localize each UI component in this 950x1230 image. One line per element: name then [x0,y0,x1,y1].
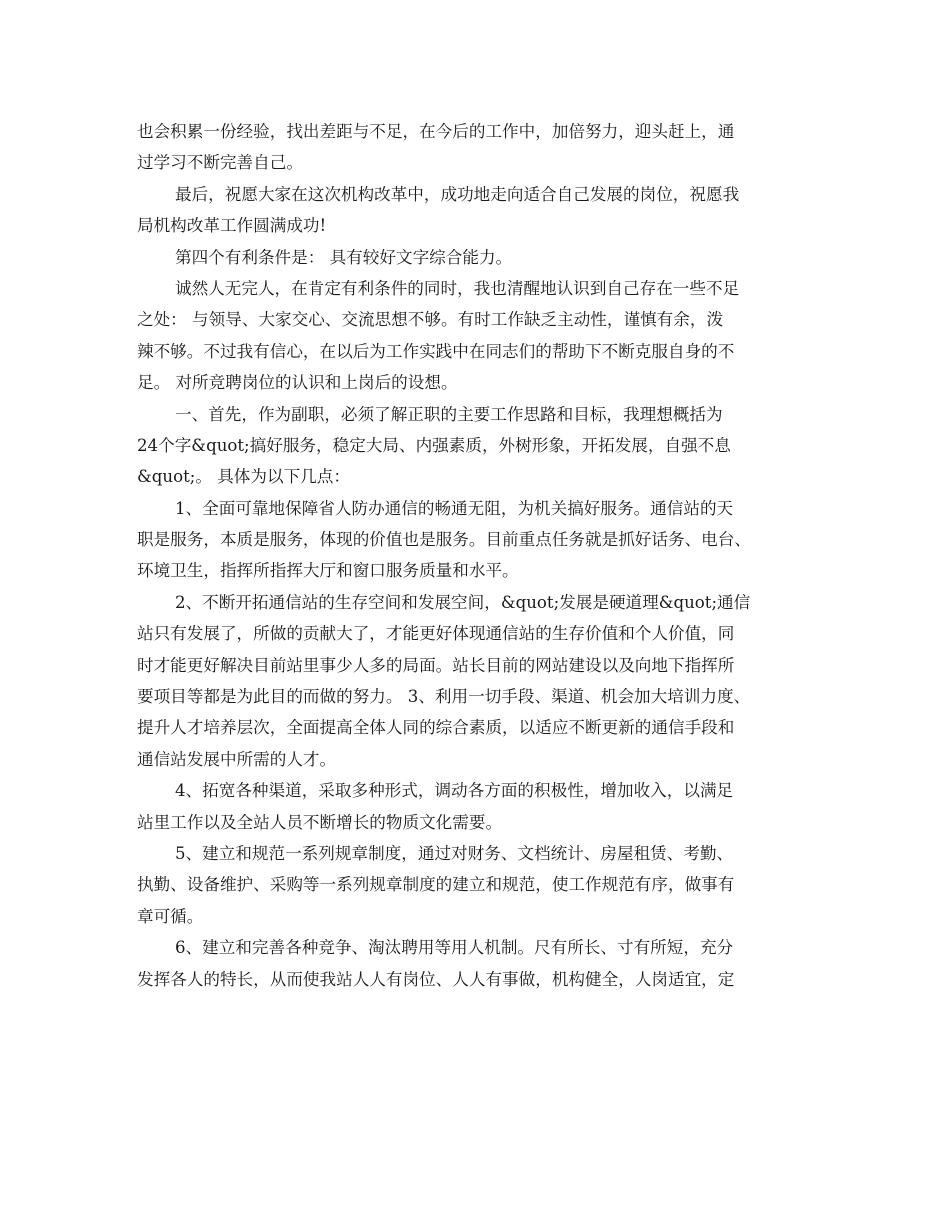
text-line: 之处： 与领导、大家交心、交流思想不够。有时工作缺乏主动性，谨慎有余，泼 [137,310,724,330]
text-line: 提升人才培养层次，全面提高全体人同的综合素质，以适应不断更新的通信手段和 [137,718,735,738]
text-line: 2、不断开拓通信站的生存空间和发展空间，&quot;发展是硬道理&quot;通信 [175,592,751,612]
text-line: 最后，祝愿大家在这次机构改革中，成功地走向适合自己发展的岗位，祝愿我 [175,184,740,204]
text-line: 职是服务，本质是服务，体现的价值也是服务。目前重点任务就是抓好话务、电台、 [137,530,751,550]
text-line: 发挥各人的特长，从而使我站人人有岗位、人人有事做，机构健全，人岗适宜，定 [137,969,735,989]
text-line: 执勤、设备维护、采购等一系列规章制度的建立和规范，使工作规范有序，做事有 [137,875,735,895]
paragraph-fourth-condition [137,242,827,273]
paragraph-item-5 [137,838,827,932]
text-line: 环境卫生，指挥所指挥大厅和窗口服务质量和水平。 [137,561,519,581]
paragraph-shortcomings [137,273,827,399]
text-line: 站里工作以及全站人员不断增长的物质文化需要。 [137,812,503,832]
text-line: 站只有发展了，所做的贡献大了，才能更好体现通信站的生存价值和个人价值，同 [137,624,735,644]
text-line: 1、全面可靠地保障省人防办通信的畅通无阻，为机关搞好服务。通信站的天 [175,498,734,518]
text-line: 要项目等都是为此目的而做的努力。 3、利用一切手段、渠道、机会加大培训力度、 [137,687,751,707]
document-body [137,116,827,995]
paragraph-item-6 [137,932,827,995]
text-line: 局机构改革工作圆满成功! [137,216,327,236]
paragraph-first-point [137,399,827,493]
paragraph-item-1 [137,493,827,587]
text-line: 4、拓宽各种渠道，采取多种形式，调动各方面的积极性，增加收入，以满足 [175,781,734,801]
paragraph-best-wishes [137,179,827,242]
text-line: 诚然人无完人，在肯定有利条件的同时，我也清醒地认识到自己存在一些不足 [175,278,740,298]
text-line: 24个字&quot;搞好服务，稳定大局、内强素质，外树形象，开拓发展，自强不息 [137,435,731,455]
text-line: &quot;。 具体为以下几点： [137,467,350,487]
text-line: 辣不够。不过我有信心，在以后为工作实践中在同志们的帮助下不断克服自身的不 [137,341,735,361]
text-line: 足。 对所竞聘岗位的认识和上岗后的设想。 [137,373,458,393]
text-line: 也会积累一份经验，找出差距与不足，在今后的工作中，加倍努力，迎头赶上，通 [137,122,735,141]
paragraph-item-4 [137,775,827,838]
paragraph-item-2 [137,587,827,775]
text-line: 通信站发展中所需的人才。 [137,749,337,769]
text-line: 6、建立和完善各种竞争、淘汰聘用等用人机制。尺有所长、寸有所短，充分 [175,938,734,958]
text-line: 第四个有利条件是： 具有较好文字综合能力。 [175,247,513,267]
text-line: 时才能更好解决目前站里事少人多的局面。站长目前的网站建设以及向地下指挥所 [137,655,735,675]
text-line: 过学习不断完善自己。 [137,153,303,173]
text-line: 5、建立和规范一系列规章制度，通过对财务、文档统计、房屋租赁、考勤、 [175,843,734,863]
text-line: 章可循。 [137,906,204,926]
text-line: 一、首先，作为副职，必须了解正职的主要工作思路和目标，我理想概括为 [175,404,723,424]
paragraph-experience [137,116,827,179]
